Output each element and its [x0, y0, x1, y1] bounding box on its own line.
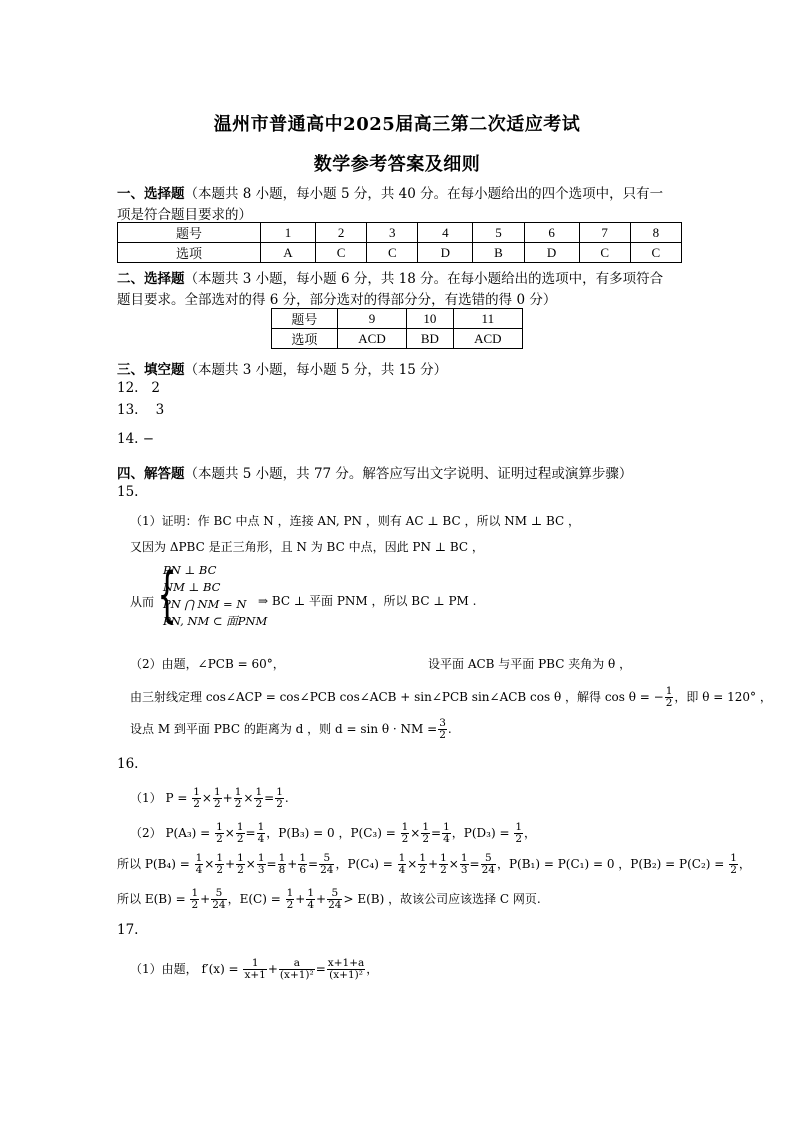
system-line: PN, NM ⊂ 面PNM	[163, 614, 268, 628]
section1-desc: （本题共 8 小题，每小题 5 分，共 40 分。在每小题给出的四个选项中，只有一	[184, 186, 664, 202]
section3-heading: 三、填空题	[117, 362, 185, 378]
fill-answer-13: 13. 3	[117, 402, 165, 418]
fraction: $\frac{1}{2}$	[255, 786, 263, 810]
section2-answer-table	[271, 308, 523, 349]
q15-part2-b: 设平面 ACB 与平面 PBC 夹角为 θ ，	[428, 657, 632, 671]
table-cell: C	[579, 243, 630, 263]
section1-heading: 一、选择题	[117, 186, 185, 202]
table-cell: D	[418, 243, 473, 263]
fraction: $\frac{1}{2}$	[422, 821, 430, 845]
table-cell: D	[524, 243, 579, 263]
section1-heading-line	[117, 182, 663, 202]
section2-desc2: 题目要求。全部选对的得 6 分，部分选对的得部分分，有选错的得 0 分）	[117, 292, 557, 308]
fraction: $\frac{a}{\text{(x+1)²}}$	[279, 957, 314, 981]
fraction: $\frac{1}{2}$	[236, 821, 244, 845]
q16-line3: 所以 P(B₄) = $\frac{1}{4}$ × $\frac{1}{2}$ + $\frac{1}{2}$ × $\frac{1}{3}$ = $\frac{1}{8}$ + $\frac{1}{6}$ = $\frac{5}{24}$ ，P(C₄) = $\frac{1}{4}$ × $\frac{1}{2}$ + $\frac{1}{2}$ × $\frac{1}{3}$ = $\frac{5}{24}$ ，P(B₁) = P(C₁) = 0 ，P(B₂) = P(C₂) = $\frac{1}{2}$ ，	[117, 852, 751, 876]
page-title: 温州市普通高中2025届高三第二次适应考试	[213, 114, 581, 135]
table-cell: C	[367, 243, 418, 263]
fraction: $\frac{5}{24}$	[481, 852, 495, 876]
fraction: $\frac{1}{4}$	[257, 821, 265, 845]
section1-desc2: 项是符合题目要求的）	[117, 207, 252, 223]
table-cell: 4	[418, 223, 473, 243]
q16-line4: 所以 E(B) = $\frac{1}{2}$ + $\frac{5}{24}$ ，E(C) = $\frac{1}{2}$ + $\frac{1}{4}$ + $\frac{5}{24}$ > E(B) ，故该公司应该选择 C 网页.	[117, 887, 541, 911]
fraction: $\frac{5}{24}$	[320, 852, 334, 876]
section4-heading-line	[117, 462, 632, 482]
row-label: 题号	[118, 223, 261, 243]
system-line: PN ⊥ BC	[163, 563, 217, 577]
fraction: $\frac{1}{2}$	[216, 852, 224, 876]
section2-heading: 二、选择题	[117, 271, 185, 287]
q15-line2: 又因为 ΔPBC 是正三角形，且 N 为 BC 中点，因此 PN ⊥ BC ，	[130, 540, 484, 554]
fraction: $\frac{5}{24}$	[212, 887, 226, 911]
q15-part2-c-line	[130, 686, 772, 709]
fraction: $\frac{1}{2}$	[730, 852, 737, 876]
table-cell: ACD	[337, 329, 406, 349]
table-cell: 3	[367, 223, 418, 243]
fraction: $\frac{1}{2}$	[213, 786, 221, 810]
fraction: $\frac{1}{2}$	[419, 852, 427, 876]
row-label: 题号	[272, 309, 338, 329]
left-brace-icon: {	[157, 560, 177, 630]
q15-part2-c: 由三射线定理 cos∠ACP = cos∠PCB cos∠ACB + sin∠PCB sin∠ACB cos θ ，解得 cos θ = −	[130, 690, 664, 704]
q15-line1: （1）证明：作 BC 中点 N ，连接 AN, PN ，则有 AC ⊥ BC ，所以 NM ⊥ BC ，	[130, 514, 581, 528]
q16-line2: （2） P(A₃) = $\frac{1}{2}$ × $\frac{1}{2}$ = $\frac{1}{4}$ ，P(B₃) = 0 ，P(C₃) = $\frac{1}{2}$ × $\frac{1}{2}$ = $\frac{1}{4}$ ，P(D₃) = $\frac{1}{2}$ ，	[130, 821, 537, 845]
fraction: $\frac{5}{24}$	[328, 887, 342, 911]
section2-desc: （本题共 3 小题，每小题 6 分，共 18 分。在每小题给出的选项中，有多项符合	[184, 271, 664, 287]
row-label: 选项	[272, 329, 338, 349]
fraction: $\frac{1}{x+1}$	[244, 957, 266, 981]
table-cell: C	[630, 243, 681, 263]
table-row	[118, 243, 682, 263]
q17-line1: （1）由题， f′(x) = $\frac{1}{x+1}$ + $\frac{a}{\text{(x+1)²}}$ = $\frac{x+1+a}{\text{(x+1)²}}$ ，	[130, 957, 379, 981]
fraction: $\frac{1}{4}$	[398, 852, 406, 876]
fraction: $\frac{1}{3}$	[257, 852, 265, 876]
fraction: $\frac{1}{8}$	[278, 852, 286, 876]
fraction: $\frac{1}{4}$	[443, 821, 450, 845]
fraction: $\frac{1}{2}$	[237, 852, 244, 876]
q15-system-prefix: 从而	[130, 595, 155, 609]
fraction: $\frac{1}{2}$	[193, 786, 200, 810]
fraction: $\frac{3}{2}$	[439, 717, 446, 741]
table-cell: 11	[453, 309, 522, 329]
row-label: 选项	[118, 243, 261, 263]
table-cell: 8	[630, 223, 681, 243]
table-row	[118, 223, 682, 243]
fraction: $\frac{1}{2}$	[191, 887, 199, 911]
fraction: $\frac{1}{2}$	[515, 821, 523, 845]
fill-answer-12: 12. 2	[117, 380, 160, 396]
table-cell: C	[316, 243, 367, 263]
section3-heading-line	[117, 358, 447, 378]
fraction: $\frac{1}{2}$	[401, 821, 409, 845]
fraction: $\frac{1}{6}$	[299, 852, 307, 876]
section2-heading-line	[117, 267, 663, 287]
table-row	[272, 329, 523, 349]
table-cell: 5	[473, 223, 524, 243]
system-line: NM ⊥ BC	[163, 580, 221, 594]
fraction: $\frac{1}{2}$	[234, 786, 242, 810]
fraction: $\frac{1}{2}$	[665, 685, 673, 709]
q16-line1: （1） P = $\frac{1}{2}$ × $\frac{1}{2}$ + $\frac{1}{2}$ × $\frac{1}{2}$ = $\frac{1}{2}$ .	[130, 786, 289, 810]
fill-answer-14: 14. −	[117, 431, 155, 447]
section4-heading: 四、解答题	[117, 466, 185, 482]
table-cell: B	[473, 243, 524, 263]
q15-part2-c-tail: ，即 θ = 120° ，	[674, 690, 772, 704]
table-cell: A	[261, 243, 316, 263]
fraction: $\frac{1}{2}$	[286, 887, 294, 911]
table-cell: ACD	[453, 329, 522, 349]
table-cell: 2	[316, 223, 367, 243]
section1-answer-table	[117, 222, 682, 263]
page-subtitle: 数学参考答案及细则	[313, 154, 481, 175]
section3-desc: （本题共 3 小题，每小题 5 分，共 15 分）	[184, 362, 448, 378]
q17-number: 17.	[117, 922, 139, 938]
q15-part2-d: 设点 M 到平面 PBC 的距离为 d ，则 d = sin θ · NM =	[130, 722, 438, 736]
section4-desc: （本题共 5 小题，共 77 分。解答应写出文字说明、证明过程或演算步骤）	[184, 466, 633, 482]
q15-part2-d-line: 设点 M 到平面 PBC 的距离为 d ，则 d = sin θ · NM = $\frac{3}{2}$ .	[130, 717, 452, 741]
table-cell: 10	[407, 309, 453, 329]
q15-condition-system	[163, 562, 267, 630]
system-line: PN ⋂ NM = N	[163, 597, 247, 611]
q15-system-conclusion: ⇒ BC ⊥ 平面 PNM ，所以 BC ⊥ PM .	[258, 594, 477, 608]
table-cell: 1	[261, 223, 316, 243]
fraction: $\frac{1}{2}$	[216, 821, 223, 845]
fraction: $\frac{1}{3}$	[460, 852, 468, 876]
fraction: $\frac{1}{4}$	[195, 852, 203, 876]
q15-number: 15.	[117, 484, 139, 500]
q16-number: 16.	[117, 756, 139, 772]
table-row	[272, 309, 523, 329]
fraction: $\frac{1}{2}$	[440, 852, 447, 876]
table-cell: 9	[337, 309, 406, 329]
table-cell: 6	[524, 223, 579, 243]
q15-part2-a: （2）由题，∠PCB = 60°，	[130, 657, 285, 671]
table-cell: 7	[579, 223, 630, 243]
table-cell: BD	[407, 329, 453, 349]
fraction: $\frac{1}{2}$	[276, 786, 283, 810]
fraction: $\frac{1}{4}$	[307, 887, 315, 911]
fraction: $\frac{x+1+a}{\text{(x+1)²}}$	[327, 957, 365, 981]
